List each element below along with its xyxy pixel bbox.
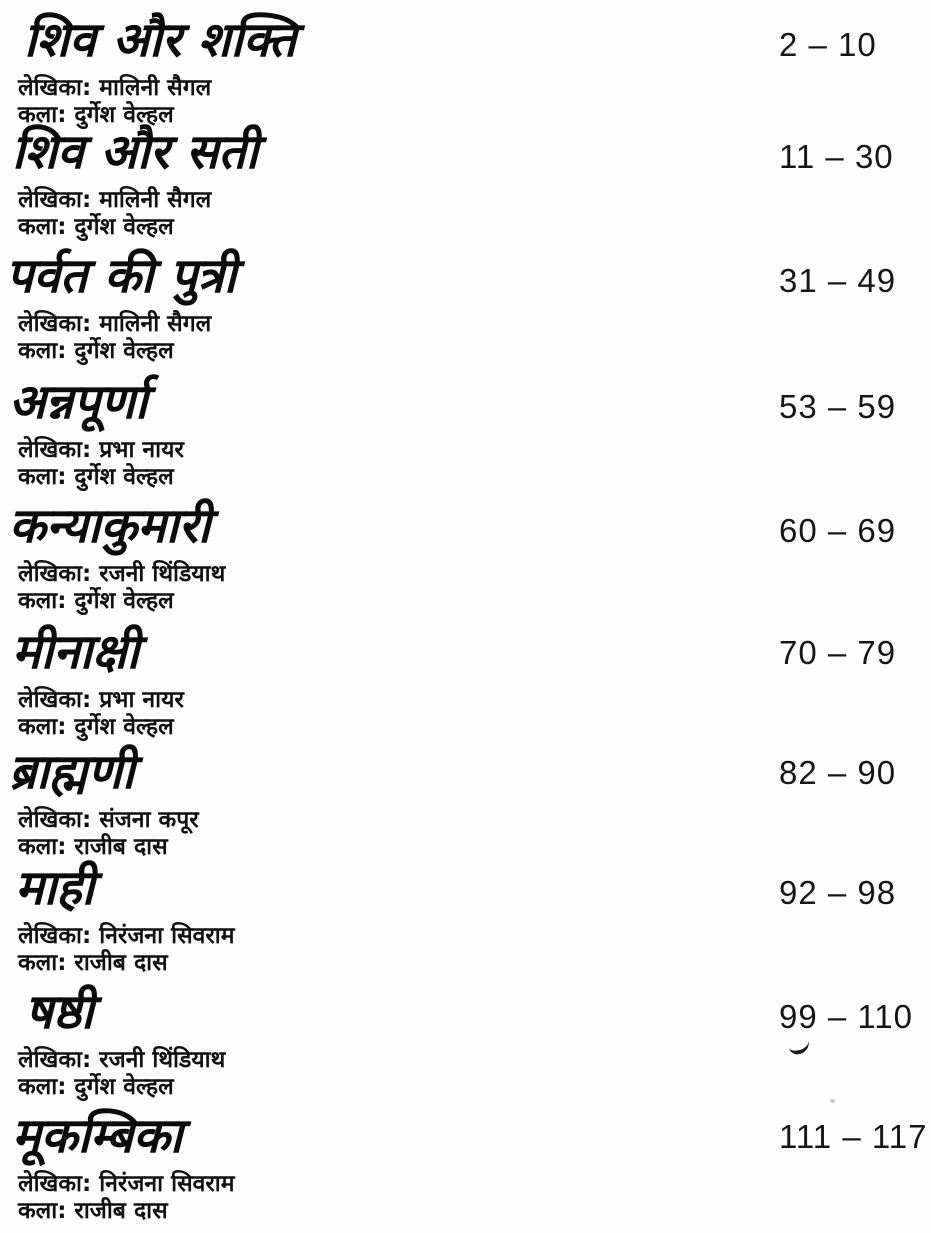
credits-block bbox=[18, 807, 931, 861]
author-credit bbox=[18, 807, 931, 834]
art-label: कला: bbox=[18, 949, 67, 976]
toc-entry bbox=[0, 374, 931, 491]
art-label: कला: bbox=[18, 337, 67, 364]
art-label: कला: bbox=[18, 833, 67, 860]
story-title: पर्वत की पुत्री bbox=[6, 248, 237, 304]
art-label: कला: bbox=[18, 1073, 67, 1100]
artist-name: दुर्गेश वेल्हल bbox=[74, 1073, 174, 1100]
author-label: लेखिका: bbox=[18, 1170, 92, 1197]
credits-block bbox=[18, 561, 931, 615]
art-credit bbox=[18, 834, 931, 861]
story-title: माही bbox=[15, 860, 95, 916]
art-label: कला: bbox=[18, 213, 67, 240]
art-label: कला: bbox=[18, 713, 67, 740]
credits-block bbox=[18, 311, 931, 365]
author-name: मालिनी सैगल bbox=[99, 310, 212, 337]
page-range: 99 – 110 bbox=[779, 998, 914, 1035]
page-range: 82 – 90 bbox=[779, 754, 897, 791]
art-credit bbox=[18, 1074, 931, 1101]
author-credit bbox=[18, 923, 931, 950]
story-title: मीनाक्षी bbox=[12, 624, 140, 680]
author-label: लेखिका: bbox=[18, 186, 92, 213]
artist-name: दुर्गेश वेल्हल bbox=[74, 337, 174, 364]
story-title: अन्नपूर्णा bbox=[9, 374, 148, 430]
page-range: 92 – 98 bbox=[779, 874, 897, 911]
artist-name: राजीब दास bbox=[74, 833, 168, 860]
author-name: निरंजना सिवराम bbox=[99, 922, 235, 949]
art-label: कला: bbox=[18, 101, 67, 128]
author-name: निरंजना सिवराम bbox=[99, 1170, 235, 1197]
page-range: 111 – 117 bbox=[779, 1118, 928, 1155]
author-name: संजना कपूर bbox=[99, 806, 199, 833]
author-name: प्रभा नायर bbox=[99, 436, 184, 463]
art-credit bbox=[18, 214, 931, 241]
toc-entry bbox=[0, 624, 931, 741]
author-credit bbox=[18, 1171, 931, 1198]
credits-block bbox=[18, 1047, 931, 1101]
art-credit bbox=[18, 714, 931, 741]
author-label: लेखिका: bbox=[18, 922, 92, 949]
author-label: लेखिका: bbox=[18, 686, 92, 713]
toc-entry bbox=[0, 248, 931, 365]
page-range: 2 – 10 bbox=[779, 26, 877, 63]
author-name: प्रभा नायर bbox=[99, 686, 184, 713]
toc-entry bbox=[0, 498, 931, 615]
story-title: ब्राह्मणी bbox=[9, 744, 135, 800]
art-credit bbox=[18, 588, 931, 615]
page-range: 60 – 69 bbox=[779, 512, 897, 549]
art-label: कला: bbox=[18, 587, 67, 614]
toc-entry bbox=[0, 1108, 931, 1225]
credits-block bbox=[18, 923, 931, 977]
artist-name: दुर्गेश वेल्हल bbox=[74, 101, 174, 128]
artist-name: दुर्गेश वेल्हल bbox=[74, 213, 174, 240]
art-credit bbox=[18, 1198, 931, 1225]
story-title: शिव और सती bbox=[12, 124, 259, 180]
art-label: कला: bbox=[18, 463, 67, 490]
toc-entry bbox=[0, 12, 931, 129]
author-label: लेखिका: bbox=[18, 74, 92, 101]
toc-entry bbox=[0, 860, 931, 977]
author-label: लेखिका: bbox=[18, 560, 92, 587]
credits-block bbox=[18, 187, 931, 241]
page-range: 53 – 59 bbox=[779, 388, 897, 425]
author-credit bbox=[18, 561, 931, 588]
author-label: लेखिका: bbox=[18, 1046, 92, 1073]
author-label: लेखिका: bbox=[18, 310, 92, 337]
author-name: मालिनी सैगल bbox=[99, 186, 212, 213]
artist-name: दुर्गेश वेल्हल bbox=[74, 587, 174, 614]
story-title: षष्ठी bbox=[25, 984, 94, 1040]
story-title: मूकम्बिका bbox=[12, 1108, 183, 1164]
art-credit bbox=[18, 950, 931, 977]
art-label: कला: bbox=[18, 1197, 67, 1224]
page-range: 31 – 49 bbox=[779, 262, 897, 299]
art-credit bbox=[18, 338, 931, 365]
author-credit bbox=[18, 687, 931, 714]
toc-entry bbox=[0, 124, 931, 241]
story-title: शिव और शक्ति bbox=[24, 12, 297, 68]
author-credit bbox=[18, 437, 931, 464]
author-name: मालिनी सैगल bbox=[99, 74, 212, 101]
credits-block bbox=[18, 75, 931, 129]
author-label: लेखिका: bbox=[18, 436, 92, 463]
artist-name: दुर्गेश वेल्हल bbox=[74, 463, 174, 490]
author-name: रजनी थिंडियाथ bbox=[99, 1046, 226, 1073]
author-credit bbox=[18, 311, 931, 338]
credits-block bbox=[18, 1171, 931, 1225]
story-title: कन्याकुमारी bbox=[9, 498, 211, 554]
page-range: 11 – 30 bbox=[779, 138, 894, 175]
scan-artifact-dot bbox=[830, 1099, 835, 1103]
author-name: रजनी थिंडियाथ bbox=[99, 560, 226, 587]
credits-block bbox=[18, 687, 931, 741]
toc-entry bbox=[0, 744, 931, 861]
author-credit bbox=[18, 187, 931, 214]
artist-name: राजीब दास bbox=[74, 949, 168, 976]
art-credit bbox=[18, 464, 931, 491]
credits-block bbox=[18, 437, 931, 491]
author-credit bbox=[18, 75, 931, 102]
artist-name: राजीब दास bbox=[74, 1197, 168, 1224]
author-label: लेखिका: bbox=[18, 806, 92, 833]
artist-name: दुर्गेश वेल्हल bbox=[74, 713, 174, 740]
page-range: 70 – 79 bbox=[779, 634, 897, 671]
